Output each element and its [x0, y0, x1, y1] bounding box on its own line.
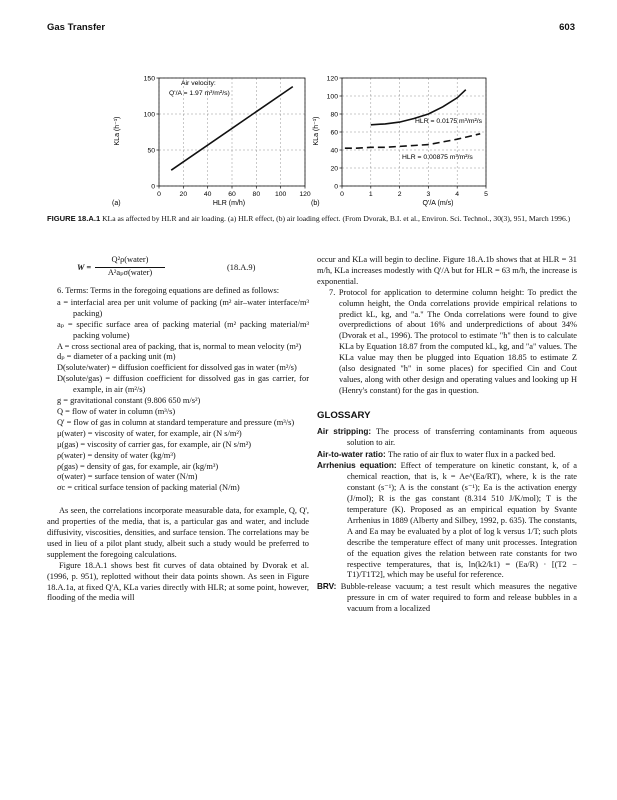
x-tick-label: 80 [252, 191, 261, 198]
glossary-term: Air-to-water ratio: [317, 449, 388, 459]
glossary-term: Arrhenius equation: [317, 461, 401, 471]
glossary-term: BRV: [317, 582, 341, 592]
x-tick-label: 0 [157, 191, 161, 198]
chart-b-panel-label: (b) [311, 200, 320, 207]
term-definition: ρ(water) = density of water (kg/m³) [57, 450, 176, 460]
y-tick-label: 50 [147, 147, 155, 155]
chart-a-xlabel: HLR (m/h) [212, 200, 246, 207]
equation-18a9 [77, 255, 309, 283]
chart-a-ylabel: KLa (h⁻¹) [114, 116, 121, 146]
x-tick-label: 60 [228, 191, 236, 198]
chart-b-air-loading-effect [310, 68, 510, 208]
term-definition: dₚ = diameter of a packing unit (m) [57, 352, 176, 362]
chart-b-series2-label: HLR = 0.00875 m³/m²/s [402, 154, 473, 161]
x-tick-label: 2 [397, 191, 402, 198]
glossary-term: Air stripping: [317, 426, 376, 436]
term-definition: g = gravitational constant (9.806 650 m/s²) [57, 396, 201, 406]
y-tick-label: 100 [326, 93, 338, 101]
term-definition: Q' = flow of gas in column at standard temperature and pressure (m³/s) [57, 417, 295, 427]
x-tick-label: 100 [274, 191, 287, 198]
paragraph-correlations: As seen, the correlations incorporate measurable data, for example, Q, Q', and properties of the media, that is, a particular gas and water, and include diffusivity, viscosities, densities, and surface tension. The correlations may be used in lieu of a pilot plant study, albeit such a study would be preferred to supplement the foregoing calculations. [47, 506, 309, 559]
term-definition: μ(gas) = viscosity of carrier gas, for example, air (N s/m²) [57, 439, 252, 449]
y-tick-label: 80 [330, 111, 338, 119]
y-tick-label: 100 [143, 111, 155, 119]
y-tick-label: 150 [143, 75, 155, 83]
x-tick-label: 3 [426, 191, 431, 198]
chart-b-xlabel: Q'/A (m/s) [422, 200, 454, 207]
equation-numerator: Q²ρ(water) [95, 255, 165, 268]
y-tick-label: 120 [326, 75, 338, 83]
glossary-entry [317, 427, 577, 449]
chart-b-ylabel: KLa (h⁻¹) [313, 116, 320, 146]
x-tick-label: 5 [484, 191, 488, 198]
terms-list [47, 298, 309, 494]
equation-lhs: W = [77, 263, 92, 272]
page-number: 603 [559, 22, 575, 33]
y-tick-label: 60 [330, 129, 338, 137]
paragraph-figure-discussion: Figure 18.A.1 shows best fit curves of data obtained by Dvorak et al. (1996, p. 951), replotted without their data points shown. As seen in Figure 18.A.1a, at fixed Q'A, KLa varies directly with HLR; at some point, however, flooding of the media will [47, 560, 309, 603]
glossary-entry [317, 450, 577, 461]
term-definition: Q = flow of water in column (m³/s) [57, 406, 176, 416]
right-column [317, 255, 577, 616]
glossary-entry [317, 461, 577, 581]
y-tick-label: 0 [151, 183, 155, 191]
terms-title: 6. Terms: Terms in the foregoing equations are defined as follows: [57, 286, 280, 295]
x-tick-label: 4 [455, 191, 460, 198]
glossary-list [317, 427, 577, 615]
protocol-item-7: 7. Protocol for application to determine column height: To predict the column height, the Onda correlations provide empirical relations to predict kL, kg, and "a." The Onda correlations were found to give overpredictions of about 16% and underpredictions of about 34% (Dvorak et al., 1996). The protocol to estimate "h" then is to calculate KLa by Equation 18.87 from the computed kL, kg, and "a" values. The KLa value may then be plugged into Equation 18.85 to estimate Z (also designated "h" in some places) for specified Cin and Cout values, along with other design and operating values and looking up H (Henry's constant) for the gas in question. [329, 287, 577, 395]
term-definition: σ(water) = surface tension of water (N/m) [57, 472, 198, 482]
term-definition: a = interfacial area per unit volume of packing (m² air–water interface/m³ packing) [57, 297, 309, 318]
term-definition: μ(water) = viscosity of water, for example, air (N s/m²) [57, 428, 242, 438]
equation-number: (18.A.9) [227, 263, 256, 272]
figure-caption-label: FIGURE 18.A.1 [47, 214, 101, 223]
y-tick-label: 40 [330, 147, 338, 155]
y-tick-label: 20 [330, 165, 338, 173]
term-definition: D(solute/gas) = diffusion coefficient for dissolved gas in gas carrier, for example, in air (m²/s) [57, 374, 309, 395]
glossary-definition: Bubble-release vacuum; a test result which measures the negative pressure in cm of water required to form and release bubbles in a vacuum from a localized [340, 582, 578, 614]
paragraph-continued: occur and KLa will begin to decline. Figure 18.A.1b shows that at HLR = 31 m/h, KLa increases modestly with Q'/A but for HLR = 63 m/h, the increase is exponential. [317, 255, 577, 286]
term-definition: σc = critical surface tension of packing material (N/m) [57, 483, 240, 493]
x-tick-label: 120 [299, 191, 311, 198]
chart-b-series1-label: HLR = 0.0175 m³/m²/s [415, 118, 483, 125]
x-tick-label: 1 [368, 191, 373, 198]
term-definition: aₚ = specific surface area of packing material (m² packing material/m³ packing volume) [57, 319, 309, 340]
chart-a-annotation-line1: Air velocity: [181, 80, 216, 87]
term-definition: A = cross sectional area of packing, that is, normal to mean velocity (m²) [57, 341, 302, 351]
left-column [47, 255, 309, 604]
series-line [345, 134, 480, 148]
chart-a-annotation-line2: Q'/A = 1.97 m³/m²/s) [169, 90, 230, 97]
equation-denominator: A²aₚσ(water) [107, 267, 153, 277]
chart-a-panel-label: (a) [112, 200, 121, 207]
glossary-definition: The ratio of air flux to water flux in a packed bed. [387, 449, 556, 459]
chart-a-hlr-effect [47, 68, 315, 208]
figure-caption-text: KLa as affected by HLR and air loading. (a) HLR effect, (b) air loading effect. (From Dvorak, B.I. et al., Environ. Sci. Technol., 30(3), 951, March 1996.) [102, 214, 571, 223]
figure-caption [47, 214, 577, 224]
x-tick-label: 20 [179, 191, 188, 198]
glossary-definition: Effect of temperature on kinetic constant, k, of a chemical reaction, that is, k = Ae^(Ea/RT), where, k is the rate constant (s⁻¹); A is the constant (s⁻¹); Ea is the activation energy (J/mol); R is the gas constant (8.314 510 J/K/mol); T is the temperature (K). Proposed as an empirical equation by Svante Arrhenius in 1889 (Alberty and Silbey, 1992, p. 635). The constants, A and Ea may be evaluated by a plot of log k versus 1/T; such plots describe the temperature effect of many unit processes. Integration of the equation gives the relation between rate constants for two respective temperatures, that is, ln(k2/k1) = (Ea/R) · [(T2 − T1)/T1T2], which may be useful for reference. [347, 461, 578, 580]
y-tick-label: 0 [334, 183, 338, 191]
glossary-heading: GLOSSARY [317, 409, 371, 421]
glossary-definition: The process of transferring contaminants from aqueous solution to air. [347, 426, 578, 447]
running-header-title: Gas Transfer [47, 22, 106, 33]
term-definition: D(solute/water) = diffusion coefficient for dissolved gas in water (m²/s) [57, 363, 297, 373]
term-definition: ρ(gas) = density of gas, for example, air (kg/m³) [57, 461, 219, 471]
equation-fraction [95, 255, 165, 279]
x-tick-label: 40 [203, 191, 212, 198]
x-tick-label: 0 [340, 191, 344, 198]
glossary-entry [317, 582, 577, 615]
